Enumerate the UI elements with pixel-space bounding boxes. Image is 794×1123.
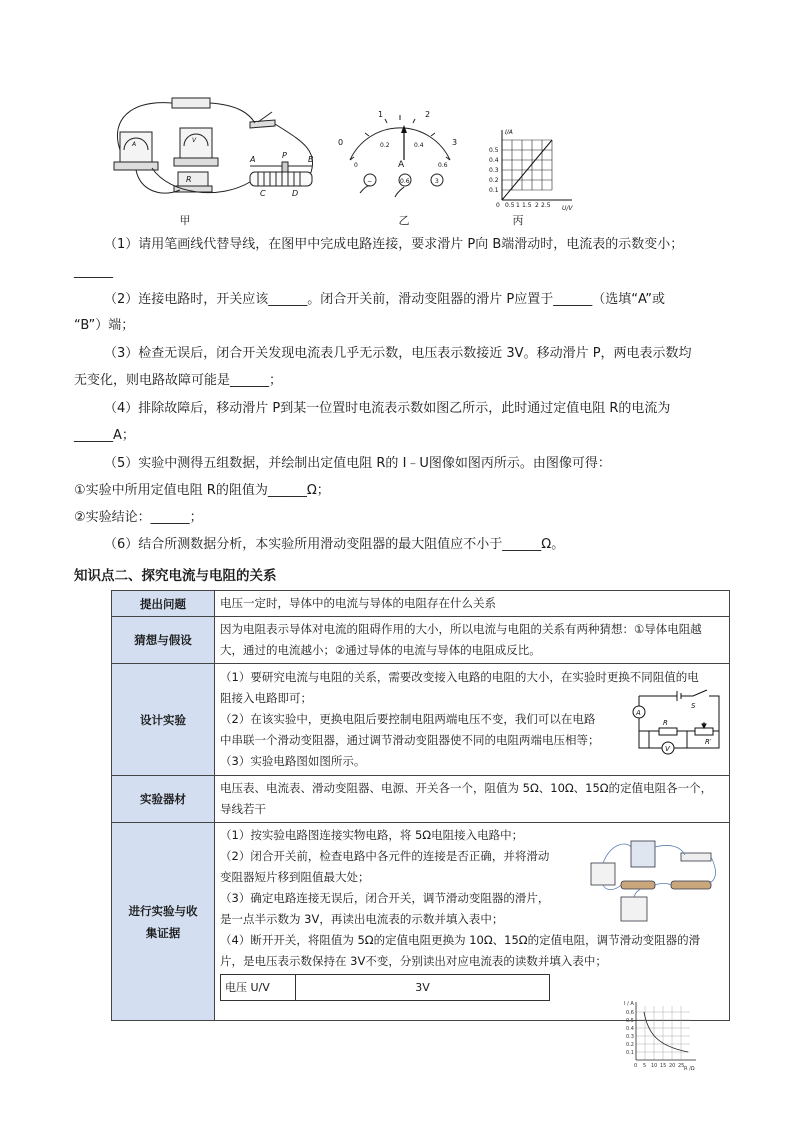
question-4: （4）排除故障后，移动滑片 P到某一位置时电流表示数如图乙所示，此时通过定值电阻 R的电流为 <box>104 401 671 416</box>
label-R: R <box>186 175 192 184</box>
table-row <box>112 617 730 664</box>
figure-jia-caption: 甲 <box>179 214 191 227</box>
question-3: （3）检查无误后，闭合开关发现电流表几乎无示数，电压表示数接近 3V。移动滑片 P，两电表示数均 <box>104 346 692 361</box>
meter-upper-3: 3 <box>452 138 458 147</box>
question-2-cont: “B”）端； <box>74 318 135 333</box>
apparatus-illustration <box>581 833 721 933</box>
question-1-blank: ______ <box>74 264 113 279</box>
label-B: B <box>308 155 314 164</box>
figure-yi-meter <box>330 105 470 200</box>
meter-lower-3: 0.6 <box>438 162 448 169</box>
question-3-cont: 无变化，则电路故障可能是______； <box>74 373 283 388</box>
iu-ylabel: I/A <box>505 129 513 136</box>
question-5: （5）实验中测得五组数据，并绘制出定值电阻 R的 I﹣U图像如图丙所示。由图像可得： <box>104 456 611 471</box>
figure-bing-iu-graph <box>488 126 588 214</box>
ir-graph <box>618 998 700 1074</box>
ir-ytick-5: 0.1 <box>626 1050 634 1056</box>
meter-lower-0: 0 <box>354 162 358 169</box>
ir-xtick-5: 25 <box>678 1063 685 1069</box>
ir-ylabel: I / A <box>624 1001 634 1007</box>
question-1: （1）请用笔画线代替导线，在图甲中完成电路连接，要求滑片 P向 B端滑动时，电流表的示数变小； <box>104 237 684 252</box>
data-table <box>220 974 550 1001</box>
row-label: 猜想与假设 <box>112 617 215 664</box>
label-C: C <box>260 189 266 198</box>
circuit-R: R <box>663 719 668 727</box>
iu-xtick-3: 1.5 <box>522 202 532 209</box>
row-content: （1）要研究电流与电阻的关系，需要改变接入电路的电阻的大小，在实验时更换不同阻值的电 阻接入电路即可； （2）在该实验中，更换电阻后要控制电阻两端电压不变，我们可以在电路 中串联一个滑动变阻器，通过调节滑动变阻器使不同的电阻两端电压相等； （3）实验电路图如图所示。 A S R R′ V <box>215 664 730 776</box>
circuit-diagram <box>629 686 725 762</box>
meter-unit: A <box>398 160 405 170</box>
row-label: 进行实验与收集证据 <box>112 823 215 1021</box>
figure-bing-caption: 丙 <box>512 214 524 227</box>
row-content: （1）按实验电路图连接实物电路，将 5Ω电阻接入电路中； （2）闭合开关前，检查电路中各元件的连接是否正确，并将滑动 变阻器短片移到阻值最大处； （3）确定电路连接无误后，闭合开关，调节滑动变阻器的滑片， 是一点半示数为 3V，再读出电流表的示数并填入表中； （4）断开开关，将阻值为 5Ω的定值电阻更换为 10Ω、15Ω的定值电阻，调节滑动变阻器的滑 片，是电压表示数保持在 3V不变，分别读出对应电流表的读数并填入表中； 电压 U/V 3V <box>215 823 730 1021</box>
iu-xtick-4: 2 <box>535 202 539 209</box>
row-content: 电压一定时，导体中的电流与导体的电阻存在什么关系 <box>215 591 730 617</box>
question-5-2: ②实验结论：______； <box>74 510 203 525</box>
terminal-0.6: 0.6 <box>400 178 410 185</box>
section-title: 知识点二、探究电流与电阻的关系 <box>74 568 277 584</box>
iu-ytick-3: 0.2 <box>489 177 499 184</box>
meter-lower-1: 0.2 <box>380 142 390 149</box>
ir-ytick-0: 0.6 <box>626 1010 634 1016</box>
iu-xtick-5: 2.5 <box>541 202 551 209</box>
ir-xtick-2: 10 <box>651 1063 658 1069</box>
iu-xlabel: U/V <box>562 205 573 212</box>
label-ammeter: A <box>132 141 137 148</box>
row-content: 电压表、电流表、滑动变阻器、电源、开关各一个，阻值为 5Ω、10Ω、15Ω的定值电阻各一个， 导线若干 <box>215 776 730 823</box>
label-A: A <box>250 155 256 164</box>
circuit-S: S <box>691 702 696 710</box>
label-D: D <box>292 189 299 198</box>
row-content: 因为电阻表示导体对电流的阻碍作用的大小，所以电流与电阻的关系有两种猜想：①导体电阻越 大，通过的电流越小；②通过导体的电流与导体的电阻成反比。 <box>215 617 730 664</box>
figure-yi-caption: 乙 <box>398 214 410 227</box>
question-6: （6）结合所测数据分析，本实验所用滑动变阻器的最大阻值应不小于______Ω。 <box>104 537 565 552</box>
ir-xtick-0: 0 <box>634 1063 638 1069</box>
table-row <box>112 591 730 617</box>
row-label: 设计实验 <box>112 664 215 776</box>
data-table-header: 电压 U/V <box>221 975 296 1001</box>
label-voltmeter: V <box>192 137 197 144</box>
iu-xtick-1: 0.5 <box>505 202 515 209</box>
terminal-3: 3 <box>435 178 439 185</box>
figure-jia-circuit <box>100 90 330 210</box>
terminal-neg: − <box>367 178 373 185</box>
iu-ytick-2: 0.3 <box>489 167 499 174</box>
table-row <box>112 664 730 776</box>
ir-xtick-1: 5 <box>643 1063 647 1069</box>
question-5-1: ①实验中所用定值电阻 R的阻值为______Ω； <box>74 483 330 498</box>
question-4-cont: ______A； <box>74 428 135 443</box>
circuit-V: V <box>665 745 670 753</box>
knowledge-table <box>111 590 730 1021</box>
iu-ytick-4: 0.1 <box>489 187 499 194</box>
label-P: P <box>282 151 287 160</box>
meter-lower-2: 0.4 <box>414 142 424 149</box>
row-label: 实验器材 <box>112 776 215 823</box>
table-row <box>112 823 730 1021</box>
row-label: 提出问题 <box>112 591 215 617</box>
table-row <box>112 776 730 823</box>
iu-ytick-0: 0.5 <box>489 147 499 154</box>
circuit-A: A <box>636 709 641 717</box>
ir-xtick-3: 15 <box>660 1063 667 1069</box>
iu-xtick-2: 1 <box>516 202 520 209</box>
iu-ytick-1: 0.4 <box>489 157 499 164</box>
data-table-value: 3V <box>296 975 550 1001</box>
ir-ytick-2: 0.4 <box>626 1026 634 1032</box>
meter-upper-0: 0 <box>338 138 344 147</box>
ir-xlabel: R /Ω <box>684 1066 695 1072</box>
ir-ytick-4: 0.2 <box>626 1042 634 1048</box>
iu-xtick-0: 0 <box>496 202 500 209</box>
circuit-Rp: R′ <box>705 738 712 746</box>
ir-xtick-4: 20 <box>669 1063 676 1069</box>
meter-upper-2: 2 <box>425 110 431 119</box>
ir-ytick-1: 0.5 <box>626 1018 634 1024</box>
meter-upper-1: 1 <box>378 110 384 119</box>
question-2: （2）连接电路时，开关应该______。闭合开关前，滑动变阻器的滑片 P应置于______（选填“A”或 <box>104 292 666 307</box>
ir-ytick-3: 0.3 <box>626 1034 634 1040</box>
